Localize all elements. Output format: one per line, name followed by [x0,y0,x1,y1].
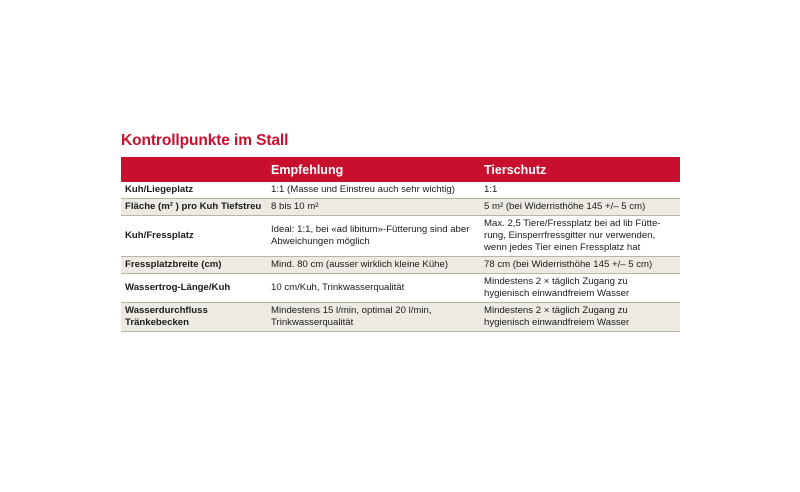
cell-empfehlung: 10 cm/Kuh, Trinkwasserqualität [267,274,480,303]
cell-empfehlung: Ideal: 1:1, bei «ad libitum»-Fütterung sind aber Abweichungen möglich [267,216,480,257]
control-points-table [121,157,680,332]
row-label: Wasserdurchfluss Tränkebecken [121,303,267,332]
table-row [121,182,680,199]
table-row [121,216,680,257]
cell-empfehlung: 8 bis 10 m² [267,199,480,216]
row-label: Fläche (m² ) pro Kuh Tiefstreu [121,199,267,216]
row-label: Kuh/Liegeplatz [121,182,267,199]
cell-tierschutz: Max. 2,5 Tiere/Fressplatz bei ad lib Fütte- rung, Einsperrfressgitter nur verwenden, wenn jedes Tier einen Fressplatz hat [480,216,680,257]
cell-empfehlung: 1:1 (Masse und Einstreu auch sehr wichtig) [267,182,480,199]
table-title: Kontrollpunkte im Stall [121,132,289,149]
row-label: Kuh/Fressplatz [121,216,267,257]
table-row [121,274,680,303]
header-row [121,157,680,182]
table-row [121,303,680,332]
table-row [121,199,680,216]
cell-tierschutz: 5 m² (bei Widerristhöhe 145 +/– 5 cm) [480,199,680,216]
cell-tierschutz: 78 cm (bei Widerristhöhe 145 +/– 5 cm) [480,257,680,274]
cell-empfehlung: Mind. 80 cm (ausser wirklich kleine Kühe) [267,257,480,274]
header-empty [121,157,267,182]
cell-tierschutz: Mindestens 2 × täglich Zugang zu hygienisch einwandfreiem Wasser [480,274,680,303]
row-label: Fressplatzbreite (cm) [121,257,267,274]
cell-tierschutz: Mindestens 2 × täglich Zugang zu hygienisch einwandfreiem Wasser [480,303,680,332]
table-section [121,131,680,332]
header-tierschutz: Tierschutz [480,157,680,182]
row-label: Wassertrog-Länge/Kuh [121,274,267,303]
cell-empfehlung: Mindestens 15 l/min, optimal 20 l/min, Trinkwasserqualität [267,303,480,332]
cell-tierschutz: 1:1 [480,182,680,199]
table-row [121,257,680,274]
header-empfehlung: Empfehlung [267,157,480,182]
